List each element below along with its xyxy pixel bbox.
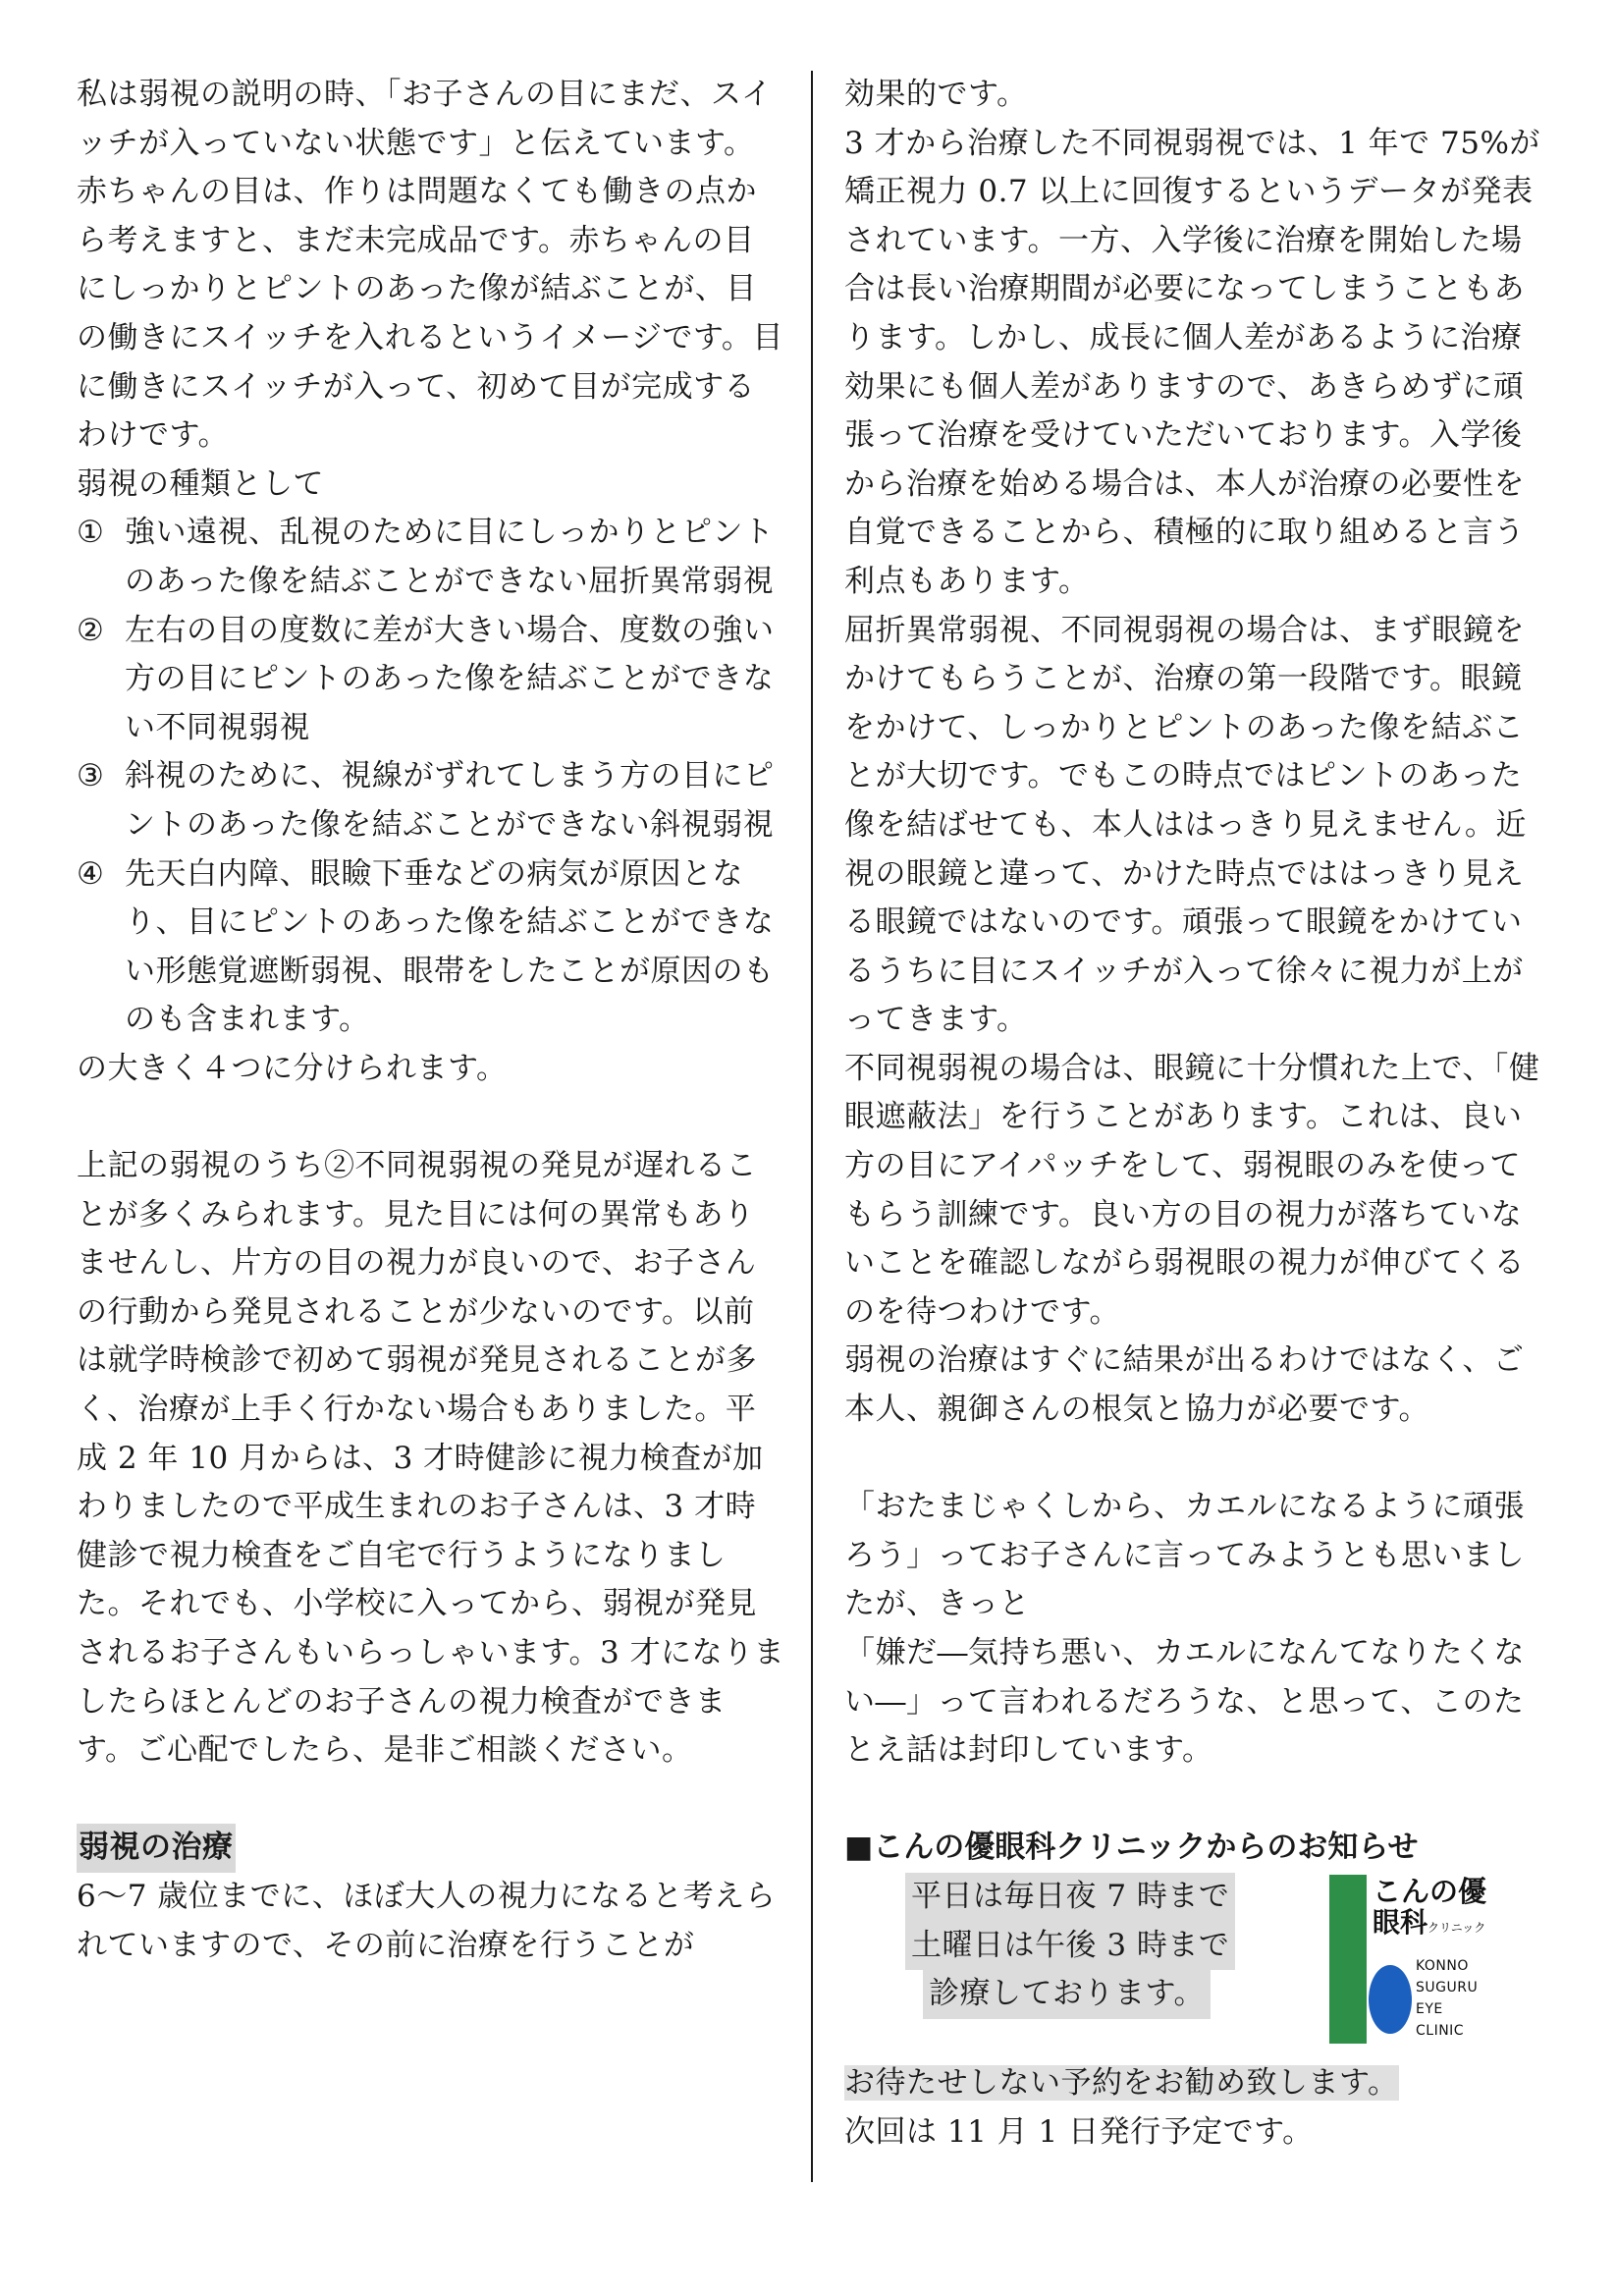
logo-blue-dot: [1369, 1965, 1412, 2034]
glasses-paragraph: 屈折異常弱視、不同視弱視の場合は、まず眼鏡をかけてもらうことが、治療の第一段階です。眼鏡をかけて、しっかりとピントのあった像を結ぶことが大切です。でもこの時点ではピントのあった像を結ばせても、本人ははっきり見えません。近視の眼鏡と違って、かけた時点でははっきり見える眼鏡ではないのです。頑張って眼鏡をかけているうちに目にスイッチが入って徐々に視力が上がってきます。: [844, 612, 1527, 1038]
detection-paragraph: 上記の弱視のうち②不同視弱視の発見が遅れることが多くみられます。見た目には何の異常もありませんし、片方の目の視力が良いので、お子さんの行動から発見されることが少ないのです。以前は就学時検診で初めて弱視が発見されることが多く、治療が上手く行かない場合もありました。平成 2 年 10 月からは、3 才時健診に視力検査が加わりましたので平成生まれのお子さんは、3 才時健診で視力検査をご自宅で行うようになりました。それでも、小学校に入ってから、弱視が発見されるお子さんもいらっしゃいます。3 才になりましたらほとんどのお子さんの視力検査ができます。ご心配でしたら、是非ご相談ください。: [77, 1148, 785, 1769]
list-number: ③: [77, 758, 105, 794]
list-item: [77, 850, 785, 1045]
reservation-line: [844, 2059, 1551, 2108]
hours-weekday: 平日は毎日夜 7 時まで: [905, 1873, 1235, 1922]
frog-paragraph: 「嫌だ―気持ち悪い、カエルになんてなりたくない―」って言われるだろうな、と思って、このたとえ話は封印しています。: [844, 1635, 1525, 1769]
list-item: [77, 607, 785, 753]
treatment-heading-line: [77, 1824, 785, 1873]
types-end: の大きく４つに分けられます。: [77, 1050, 508, 1086]
notice-box: [844, 1873, 1551, 2059]
spacer: [844, 1435, 1551, 1484]
treatment-heading: 弱視の治療: [77, 1824, 236, 1873]
list-item: [77, 752, 785, 849]
tadpole-paragraph: 「おたまじゃくしから、カエルになるように頑張ろう」ってお子さんに言ってみようとも思いましたが、きっと: [844, 1489, 1525, 1622]
left-column: [77, 71, 785, 1970]
types-title: 弱視の種類として: [77, 465, 324, 502]
occlusion-paragraph: 不同視弱視の場合は、眼鏡に十分慣れた上で、「健眼遮蔽法」を行うことがあります。これは、良い方の目にアイパッチをして、弱視眼のみを使ってもらう訓練です。良い方の目の視力が落ちていないことを確認しながら弱視眼の視力が伸びてくるのを待つわけです。: [844, 1050, 1540, 1330]
list-number: ①: [77, 515, 105, 551]
notice-title: ■こんの優眼科クリニックからのお知らせ: [844, 1830, 1419, 1866]
patience-paragraph: 弱視の治療はすぐに結果が出るわけではなく、ご本人、親御さんの根気と協力が必要です。: [844, 1342, 1525, 1428]
clinic-logo: [1325, 1875, 1502, 2050]
logo-green-bar: [1329, 1875, 1367, 2044]
continuation-text: 効果的です。: [844, 77, 1028, 112]
logo-english: [1416, 1955, 1478, 2042]
logo-en-line: EYE: [1416, 2000, 1443, 2017]
next-issue: 次回は 11 月 1 日発行予定です。: [844, 2113, 1314, 2150]
right-column: [844, 71, 1551, 2157]
list-text: 斜視のために、視線がずれてしまう方の目にピントのあった像を結ぶことができない斜視弱視: [125, 758, 775, 843]
list-item: [77, 509, 785, 606]
spacer: [844, 1776, 1551, 1825]
hours-note: 診療しております。: [923, 1970, 1211, 2019]
list-text: 左右の目の度数に差が大きい場合、度数の強い方の目にピントのあった像を結ぶことができない不同視弱視: [125, 612, 775, 745]
list-text: 先天白内障、眼瞼下垂などの病気が原因となり、目にピントのあった像を結ぶことができない形態覚遮断弱視、眼帯をしたことが原因のものも含まれます。: [125, 855, 775, 1038]
list-number: ④: [77, 855, 105, 892]
logo-en-line: SUGURU: [1416, 1979, 1479, 1995]
logo-en-line: CLINIC: [1416, 2022, 1465, 2039]
list-text: 強い遠視、乱視のために目にしっかりとピントのあった像を結ぶことができない屈折異常弱視: [125, 515, 775, 599]
treatment-paragraph: 6～7 歳位までに、ほぼ大人の視力になると考えられていますので、その前に治療を行うことが: [77, 1878, 777, 1963]
spacer: [77, 1093, 785, 1142]
logo-name: こんの優: [1373, 1874, 1487, 1908]
logo-en-line: KONNO: [1416, 1957, 1469, 1974]
reservation-text: お待たせしない予約をお勧め致します。: [844, 2064, 1399, 2101]
data-paragraph: 3 才から治療した不同視弱視では、1 年で 75%が矯正視力 0.7 以上に回復するというデータが発表されています。一方、入学後に治療を開始した場合は長い治療期間が必要になってしまうこともあります。しかし、成長に個人差があるように治療効果にも個人差がありますので、あきらめずに頑張って治療を受けていただいております。入学後から治療を始める場合は、本人が治療の必要性を自覚できることから、積極的に取り組めると言う利点もあります。: [844, 125, 1540, 599]
list-number: ②: [77, 612, 105, 648]
column-divider: [811, 71, 813, 2182]
hours-saturday: 土曜日は午後 3 時まで: [905, 1922, 1235, 1971]
spacer: [77, 1776, 785, 1825]
logo-clinic-small: クリニック: [1427, 1920, 1486, 1935]
intro-paragraph: 私は弱視の説明の時、「お子さんの目にまだ、スイッチが入っていない状態です」と伝えています。赤ちゃんの目は、作りは問題なくても働きの点から考えますと、まだ未完成品です。赤ちゃんの目にしっかりとピントのあった像が結ぶことが、目の働きにスイッチを入れるというイメージです。目に働きにスイッチが入って、初めて目が完成するわけです。: [77, 77, 783, 454]
logo-ganka: 眼科: [1373, 1905, 1428, 1939]
clinic-hours: [905, 1873, 1235, 2019]
logo-subname: [1373, 1906, 1485, 1944]
